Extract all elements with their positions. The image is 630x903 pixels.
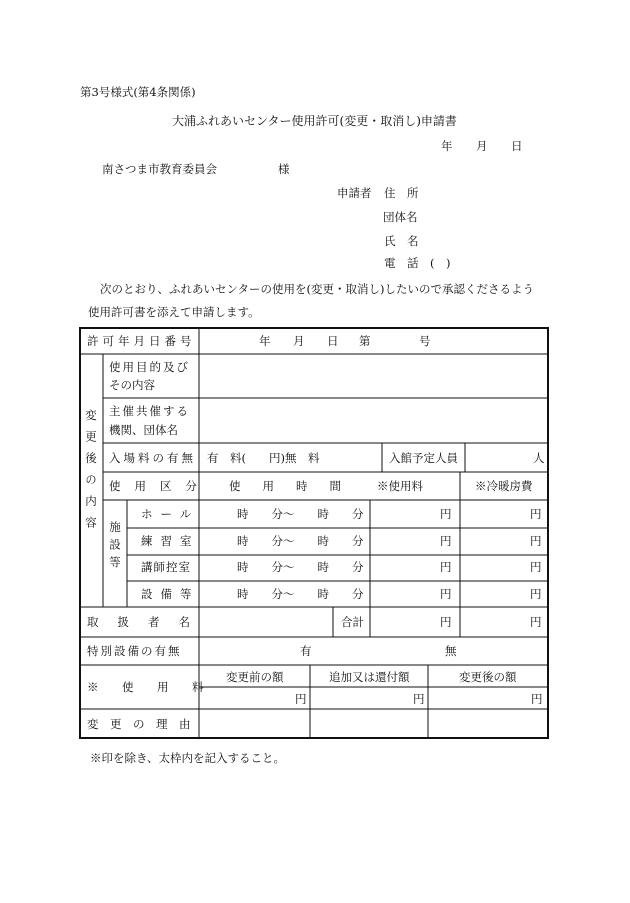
facility-aircon-hall: 円: [530, 507, 542, 521]
special-equipment-label: 特別設備の有無: [87, 644, 182, 658]
application-table: [79, 327, 549, 739]
body-text-line2: 使用許可書を添えて申請します。: [88, 305, 260, 319]
special-no[interactable]: 無: [445, 644, 457, 658]
facility-label: 施設等: [108, 521, 122, 574]
permit-month: 月: [293, 334, 305, 348]
body-text-line1: 次のとおり、ふれあいセンターの使用を(変更・取消し)したいので承認くださるよう: [100, 282, 535, 296]
addressee-name: 南さつま市教育委員会: [102, 162, 217, 176]
after-change-label: 変更後の内容: [84, 409, 98, 538]
additional-refund-label: 追加又は還付額: [329, 670, 410, 684]
facility-aircon-equipment: 円: [530, 587, 542, 601]
permit-no: 第: [359, 334, 371, 348]
attendance-label: 入館予定人員: [389, 451, 458, 465]
facility-time-lecturer[interactable]: 時 分〜 時 分: [237, 560, 364, 574]
organizer-field[interactable]: [203, 401, 545, 439]
total-aircon: 円: [530, 615, 542, 629]
additional-refund-yen: 円: [413, 692, 425, 706]
usage-fee-label: ※使用料: [377, 479, 423, 493]
permit-day: 日: [327, 334, 339, 348]
total-fee: 円: [440, 615, 452, 629]
date-month: 月: [476, 139, 488, 153]
page-title: 大浦ふれあいセンター使用許可(変更・取消し)申請書: [172, 114, 457, 128]
facility-aircon-lecturer: 円: [530, 560, 542, 574]
before-change-label: 変更前の額: [226, 670, 284, 684]
usage-time-label: 使用時間: [229, 479, 363, 493]
applicant-phone-label: 電 話 ( ): [384, 256, 451, 270]
organizer-label-line2: 機関、団体名: [109, 423, 178, 437]
facility-name-lecturer: 講師控室: [141, 560, 191, 574]
date-year: 年: [441, 139, 453, 153]
facility-name-practice: 練習室: [141, 534, 200, 548]
applicant-name-label: 氏 名: [384, 234, 419, 248]
date-day: 日: [511, 139, 523, 153]
entrance-fee-label: 入場料の有無: [109, 451, 196, 465]
permit-year: 年: [259, 334, 271, 348]
facility-fee-practice: 円: [440, 534, 452, 548]
handler-field[interactable]: [203, 611, 329, 633]
before-change-yen: 円: [295, 692, 307, 706]
fee-label: ※ 使 用 料: [87, 680, 210, 694]
purpose-label-line2: その内容: [109, 378, 155, 392]
reason-label: 変 更 の 理 由: [87, 717, 191, 731]
facility-time-hall[interactable]: 時 分〜 時 分: [237, 507, 364, 521]
aircon-fee-label: ※冷暖房費: [475, 479, 533, 493]
after-change-yen: 円: [531, 692, 543, 706]
permit-date-label: 許可年月日番号: [87, 334, 196, 348]
applicant-label: 申請者: [337, 186, 372, 200]
permit-go: 号: [419, 334, 431, 348]
usage-category-label: 使用区分: [109, 479, 211, 493]
applicant-group-label: 団体名: [383, 210, 418, 224]
applicant-address-label: 住 所: [384, 186, 419, 200]
facility-fee-equipment: 円: [440, 587, 452, 601]
facility-aircon-practice: 円: [530, 534, 542, 548]
footnote: ※印を除き、太枠内を記入すること。: [90, 751, 286, 765]
entrance-fee-value[interactable]: 有 料( 円)無 料: [207, 451, 320, 465]
organizer-label-line1: 主催共催する: [109, 404, 190, 418]
total-label: 合計: [341, 615, 364, 629]
reason-field[interactable]: [203, 713, 545, 735]
facility-time-equipment[interactable]: 時 分〜 時 分: [237, 587, 364, 601]
attendance-unit: 人: [533, 451, 545, 465]
facility-name-hall: ホール: [141, 507, 200, 521]
special-yes[interactable]: 有: [300, 644, 312, 658]
purpose-label-line1: 使用目的及び: [109, 360, 190, 374]
handler-label: 取扱者名: [87, 615, 209, 629]
facility-fee-hall: 円: [440, 507, 452, 521]
addressee-honorific: 様: [278, 162, 290, 176]
form-number: 第3号様式(第4条関係): [80, 85, 196, 99]
purpose-field[interactable]: [203, 357, 545, 395]
after-change-fee-label: 変更後の額: [459, 670, 517, 684]
facility-name-equipment: 設備等: [141, 587, 200, 601]
facility-fee-lecturer: 円: [440, 560, 452, 574]
facility-time-practice[interactable]: 時 分〜 時 分: [237, 534, 364, 548]
